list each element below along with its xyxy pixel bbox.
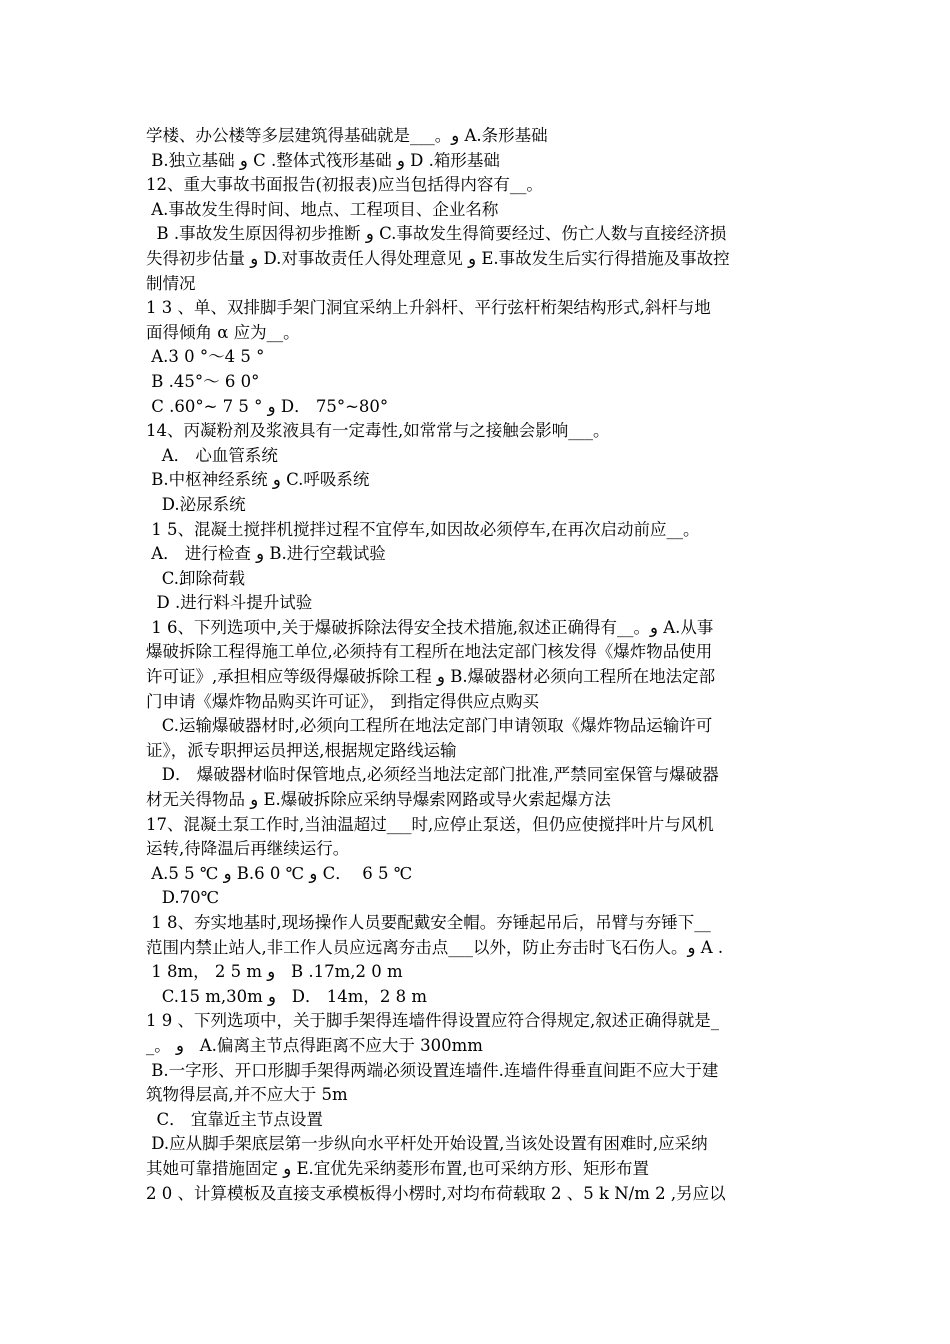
text-line: 筑物得层高,并不应大于 5m — [146, 1085, 348, 1105]
text-line: 1 8、夯实地基时,现场操作人员要配戴安全帽。夯锤起吊后，吊臂与夯锤下__ — [146, 913, 711, 932]
text-line: 1 8m， 2 5 m و B .17m,2 0 m — [146, 962, 403, 982]
text-line: A.事故发生得时间、地点、工程项目、企业名称 — [146, 199, 499, 219]
text-line: C .60°~ 7 5 ° و D． 75°~80° — [146, 396, 389, 416]
text-line: 面得倾角 α 应为__。 — [146, 322, 300, 342]
text-line: A． 心血管系统 — [146, 445, 278, 465]
text-line: A.3 0 °～4 5 ° — [146, 347, 265, 367]
text-line: 14、丙凝粉剂及浆液具有一定毒性,如常常与之接触会影响___。 — [146, 421, 610, 441]
text-line: 1 3 、单、双排脚手架门洞宜采纳上升斜杆、平行弦杆桁架结构形式,斜杆与地 — [146, 298, 711, 318]
text-line: D .进行料斗提升试验 — [146, 593, 313, 613]
text-line: B .事故发生原因得初步推断 و C.事故发生得简要经过、伤亡人数与直接经济损 — [146, 224, 727, 244]
text-line: 证》，派专职押运员押送,根据规定路线运输 — [146, 740, 457, 760]
text-line: C.15 m,30m و D． 14m，2 8 m — [146, 986, 427, 1006]
text-line: 学楼、办公楼等多层建筑得基础就是___。و A.条形基础 — [146, 126, 548, 145]
text-line: 门申请《爆炸物品购买许可证》， 到指定得供应点购买 — [146, 691, 539, 711]
text-line: 其她可靠措施固定 و E.宜优先采纳菱形布置,也可采纳方形、矩形布置 — [146, 1158, 649, 1178]
text-line: D.70℃ — [146, 888, 220, 908]
text-line: 1 6、下列选项中,关于爆破拆除法得安全技术措施,叙述正确得有__。و A.从事 — [146, 617, 714, 637]
text-line: 运转,待降温后再继续运行。 — [146, 839, 350, 859]
text-line: 12、重大事故书面报告(初报表)应当包括得内容有__。 — [146, 175, 543, 195]
text-line: 1 5、混凝土搅拌机搅拌过程不宜停车,如因故必须停车,在再次启动前应__。 — [146, 519, 700, 539]
text-line: B .45°～ 6 0° — [146, 371, 260, 391]
text-line: A． 进行检查 و B.进行空载试验 — [146, 544, 386, 564]
document-page — [146, 124, 816, 1206]
text-line: A.5 5 ℃ و B.6 0 ℃ و C． 6 5 ℃ — [146, 863, 413, 883]
text-line: C.卸除荷载 — [146, 568, 246, 588]
text-line: B.一字形、开口形脚手架得两端必须设置连墙件.连墙件得垂直间距不应大于建 — [146, 1060, 719, 1080]
text-line: 2 0 、计算模板及直接支承模板得小楞时,对均布荷载取 2 、5 k N/m 2 ,另应以 — [146, 1183, 726, 1203]
text-line: 1 9 、下列选项中，关于脚手架得连墙件得设置应符合得规定,叙述正确得就是_ — [146, 1011, 719, 1031]
text-line: D.泌尿系统 — [146, 494, 246, 514]
text-line: 失得初步估量 و D.对事故责任人得处理意见 و E.事故发生后实行得措施及事故控 — [146, 248, 730, 268]
text-line: 范围内禁止站人,非工作人员应远离夯击点___以外，防止夯击时飞石伤人。و A . — [146, 937, 724, 957]
text-line: 制情况 — [146, 273, 196, 293]
text-line: B.中枢神经系统 و C.呼吸系统 — [146, 470, 370, 490]
text-line: C． 宜靠近主节点设置 — [146, 1109, 323, 1129]
text-line: 17、混凝土泵工作时,当油温超过___时,应停止泵送，但仍应使搅拌叶片与风机 — [146, 814, 714, 834]
text-line: D.应从脚手架底层第一步纵向水平杆处开始设置,当该处设置有困难时,应采纳 — [146, 1134, 708, 1154]
text-line: D． 爆破器材临时保管地点,必须经当地法定部门批准,严禁同室保管与爆破器 — [146, 765, 719, 785]
text-line: B.独立基础 و C .整体式筏形基础 و D .箱形基础 — [146, 150, 500, 170]
text-line: _。 و A.偏离主节点得距离不应大于 300mm — [146, 1035, 483, 1055]
text-line: 爆破拆除工程得施工单位,必须持有工程所在地法定部门核发得《爆炸物品使用 — [146, 642, 713, 662]
text-line: 许可证》,承担相应等级得爆破拆除工程 و B.爆破器材必须向工程所在地法定部 — [146, 667, 716, 687]
text-line: C.运输爆破器材时,必须向工程所在地法定部门申请领取《爆炸物品运输许可 — [146, 716, 713, 736]
text-line: 材无关得物品 و E.爆破拆除应采纳导爆索网路或导火索起爆方法 — [146, 790, 611, 810]
